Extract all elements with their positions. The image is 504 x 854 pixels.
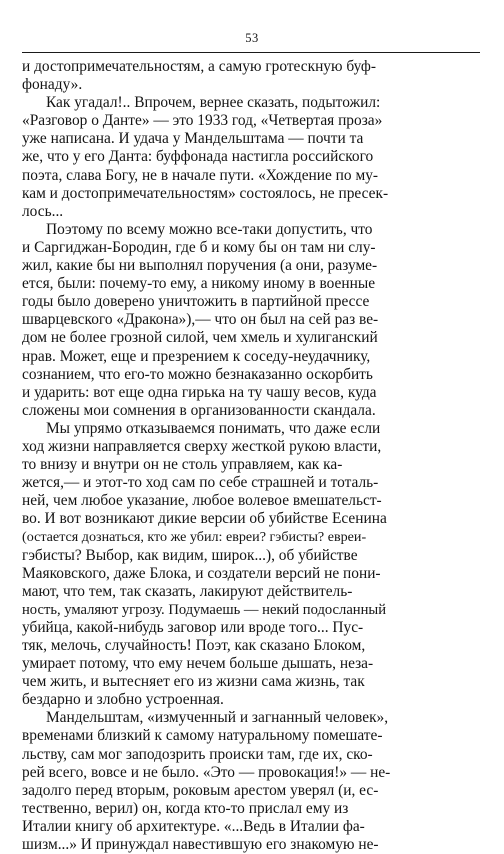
text-line: тяк, мелочь, случайность! Поэт, как сказано Блоком, (22, 637, 366, 654)
paragraph-mandelstam (22, 709, 482, 854)
text-line: ней, чем любое указание, любое волевое вмешательст- (22, 492, 382, 510)
text-line: дом не более грозной силой, чем хмель и хулиганский (22, 329, 378, 347)
header-rule (22, 52, 480, 53)
paragraph-sargidzhan (22, 221, 482, 420)
text-line: гэбисты? Выбор, как видим, широк...), об убийстве (22, 546, 358, 564)
text-line: умирает потому, что ему нечем больше дышать, неза- (22, 655, 374, 673)
text-line: (остается дознаться, кто же убил: евреи? гэбисты? евреи- (22, 529, 367, 546)
text-line: Как угадал!.. Впрочем, вернее сказать, подытожил: (46, 94, 381, 112)
paragraph-continued (22, 58, 482, 94)
text-line: тественно, верил) он, когда кто-то прислал ему из (22, 799, 349, 817)
text-line: Италии книгу об архитектуре. «...Ведь в Италии фа- (22, 817, 365, 835)
text-line: мают, что тем, так сказать, лакируют действитель- (22, 582, 353, 600)
text-line: и достопримечательностям, а самую гротескную буф- (22, 58, 376, 75)
text-line: рей всего, вовсе и не было. «Это — провокация!» — не- (22, 763, 391, 781)
text-line: Маяковского, даже Блока, и создатели версий не пони- (22, 564, 381, 582)
text-line: нрав. Может, еще и презрением к соседу-неудачнику, (22, 347, 371, 365)
text-line: уже написана. И удача у Мандельштама — почти та (22, 130, 364, 148)
text-line: то внизу и внутри он не столь управляем, как ка- (22, 456, 343, 474)
text-line: убийца, какой-нибудь заговор или вроде того... Пус- (22, 618, 364, 636)
text-line: бездарно и злобно устроенная. (22, 691, 224, 709)
paragraph-versions (22, 420, 482, 710)
text-line: льству, сам мог заподозрить происки там, где их, ско- (22, 745, 373, 763)
text-line: ность, умаляют угрозу. Подумаешь — некий подосланный (22, 601, 387, 618)
text-line: и Саргиджан-Бородин, где б и кому бы он там ни слу- (22, 238, 376, 256)
text-line: задолго перед вторым, роковым арестом уверял (и, ес- (22, 781, 379, 799)
text-line: фонаду». (22, 76, 83, 94)
text-line: и ударить: вот еще одна гирька на ту чашу весов, куда (22, 383, 377, 401)
text-line: Мандельштам, «измученный и загнанный человек», (46, 709, 389, 727)
page-number: 53 (245, 31, 259, 45)
text-line: шварцевского «Дракона»),— что он был на сей раз ве- (22, 311, 379, 329)
text-line: Мы упрямо отказываемся понимать, что даже если (46, 419, 381, 437)
body-text (22, 58, 482, 854)
text-line: жил, какие бы ни выполнял поручения (а они, разуме- (22, 257, 378, 275)
text-line: Поэтому по всему можно все-таки допустить, что (46, 220, 373, 238)
text-line: лось... (22, 202, 64, 220)
text-line: жется,— и этот-то ход сам по себе страшней и тоталь- (22, 474, 379, 492)
text-line: во. И вот возникают дикие версии об убийстве Есенина (22, 510, 387, 528)
text-line: же, что у его Данта: буффонада настигла российского (22, 148, 374, 166)
text-line: временами близкий к самому натуральному помешате- (22, 727, 383, 745)
text-line: сложены мои сомнения в организованности скандала. (22, 401, 376, 419)
text-line: шизм...» И принуждал навестившую его знакомую не- (22, 836, 379, 854)
text-line: сознанием, что его-то можно безнаказанно оскорбить (22, 365, 373, 383)
paragraph-dante (22, 94, 482, 221)
text-line: поэта, слава Богу, не в начале пути. «Хождение по му- (22, 166, 379, 184)
text-line: «Разговор о Данте» — это 1933 год, «Четвертая проза» (22, 112, 383, 130)
text-line: чем жить, и вытесняет его из жизни сама жизнь, так (22, 673, 365, 691)
text-line: ется, были: почему-то ему, а никому иному в военные (22, 275, 376, 293)
text-line: годы было доверено уничтожить в партийной прессе (22, 293, 370, 311)
text-line: ход жизни направляется сверху жесткой рукою власти, (22, 437, 382, 455)
text-line: кам и достопримечательностям» состоялось, не пресек- (22, 184, 389, 202)
